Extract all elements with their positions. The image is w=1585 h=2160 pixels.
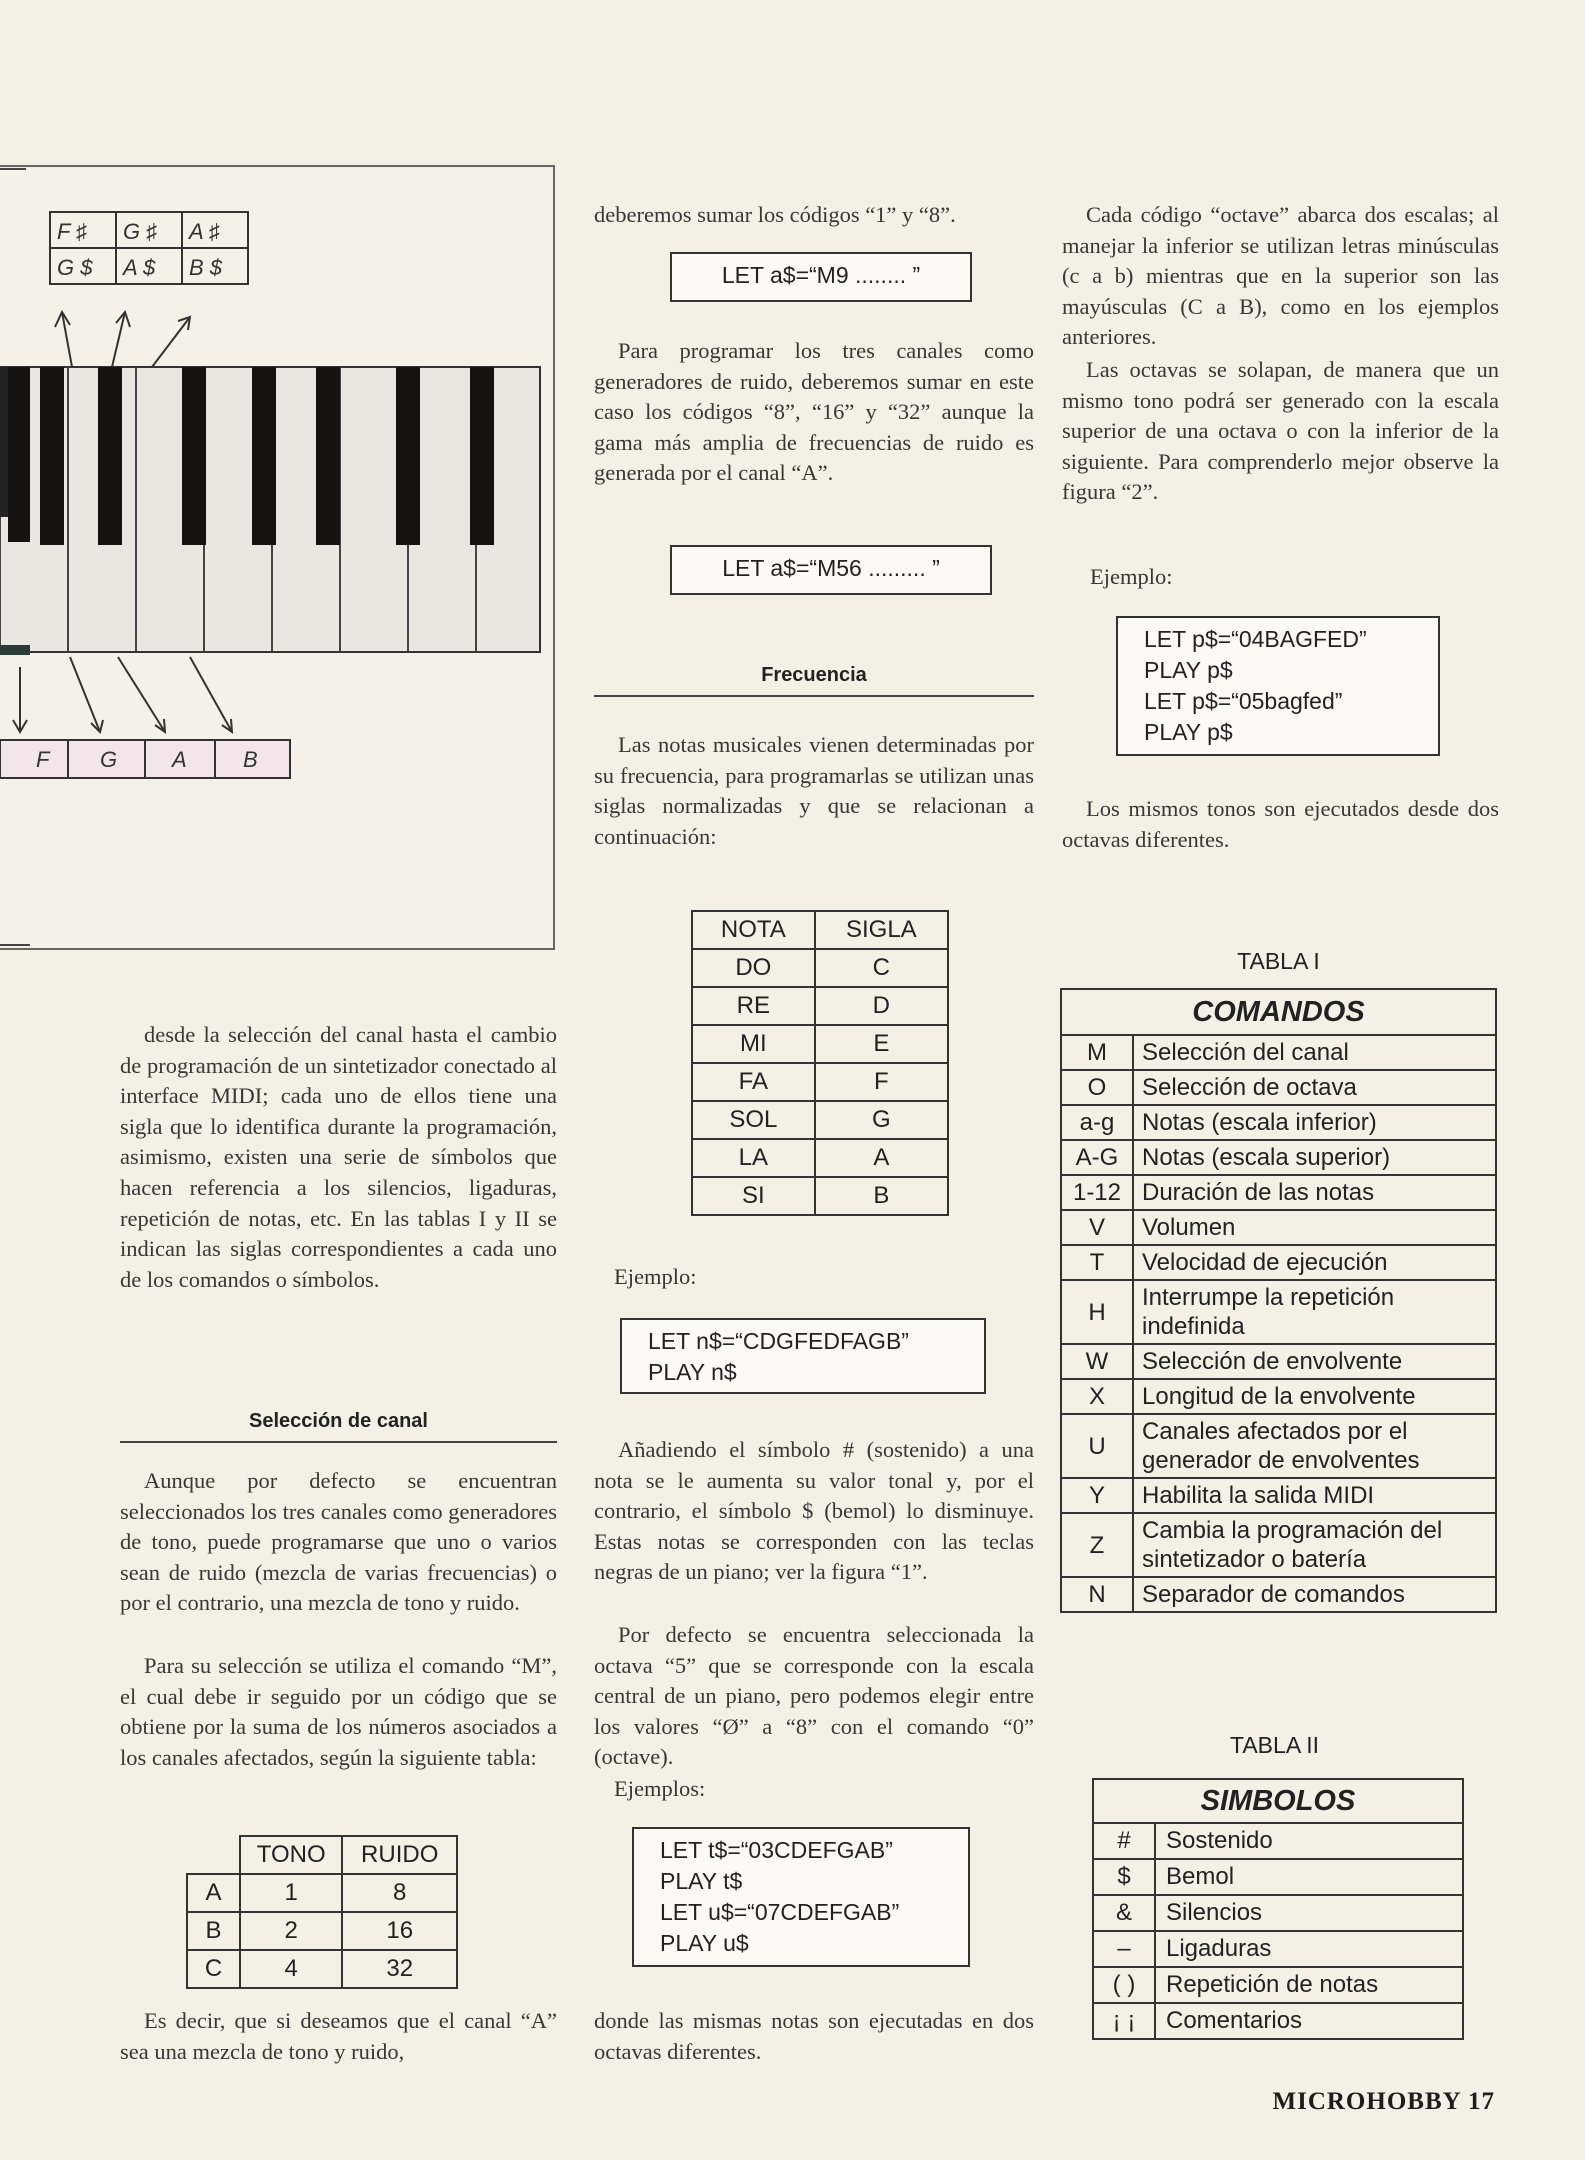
canal-cell: C bbox=[187, 1950, 240, 1988]
notes-cell: D bbox=[815, 987, 948, 1025]
notes-cell: C bbox=[815, 949, 948, 987]
notes-cell: SI bbox=[692, 1177, 815, 1215]
command-key: U bbox=[1061, 1414, 1133, 1478]
command-key: A-G bbox=[1061, 1140, 1133, 1175]
command-desc: Duración de las notas bbox=[1133, 1175, 1496, 1210]
sharp-label: G ♯ bbox=[123, 219, 158, 244]
code-block-m56: LET a$=“M56 ......... ” bbox=[670, 545, 992, 595]
sharp-label: A ♯ bbox=[189, 219, 220, 244]
notes-cell: G bbox=[815, 1101, 948, 1139]
command-desc: Volumen bbox=[1133, 1210, 1496, 1245]
symbol-desc: Ligaduras bbox=[1155, 1931, 1463, 1967]
col1-paragraph-3: Para su selección se utiliza el comando “M”, el cual debe ir seguido por un código que se obtiene por la suma de los números asociados a los canales afectados, según la siguiente tabla: bbox=[120, 1653, 557, 1770]
command-key: a-g bbox=[1061, 1105, 1133, 1140]
flat-label: B $ bbox=[189, 255, 223, 280]
col3-example-label: Ejemplo: bbox=[1090, 564, 1173, 589]
col3-paragraph-1: Cada código “octave” abarca dos escalas; al manejar la inferior se utilizan letras minúsculas (c a b) mientras que en la superior son las mayúsculas (C a B), como en los ejemplos anteriores. bbox=[1062, 202, 1499, 350]
command-desc: Habilita la salida MIDI bbox=[1133, 1478, 1496, 1513]
notes-table bbox=[691, 910, 949, 1216]
notes-cell: LA bbox=[692, 1139, 815, 1177]
command-key: 1-12 bbox=[1061, 1175, 1133, 1210]
command-desc: Notas (escala superior) bbox=[1133, 1140, 1496, 1175]
command-desc: Longitud de la envolvente bbox=[1133, 1379, 1496, 1414]
notes-header-nota: NOTA bbox=[692, 911, 815, 949]
col2-paragraph-3: Las notas musicales vienen determinadas por su frecuencia, para programarlas se utilizan unas siglas normalizadas y que se relacionan a continuación: bbox=[594, 732, 1034, 849]
arrows-bottom bbox=[13, 657, 232, 732]
command-key: M bbox=[1061, 1035, 1133, 1070]
symbol-desc: Bemol bbox=[1155, 1859, 1463, 1895]
col3-paragraph-3: Los mismos tonos son ejecutados desde dos octavas diferentes. bbox=[1062, 796, 1499, 852]
command-desc: Selección de octava bbox=[1133, 1070, 1496, 1105]
white-key-label: A bbox=[172, 747, 187, 772]
command-desc: Cambia la programación del sintetizador o batería bbox=[1133, 1513, 1496, 1577]
notes-cell: F bbox=[815, 1063, 948, 1101]
canal-table bbox=[186, 1835, 458, 1989]
command-desc: Selección de envolvente bbox=[1133, 1344, 1496, 1379]
command-key: Y bbox=[1061, 1478, 1133, 1513]
notes-cell: A bbox=[815, 1139, 948, 1177]
command-key: X bbox=[1061, 1379, 1133, 1414]
tabla-2-label: TABLA II bbox=[1230, 1732, 1320, 1758]
notes-cell: E bbox=[815, 1025, 948, 1063]
symbol-desc: Silencios bbox=[1155, 1895, 1463, 1931]
col2-paragraph-2: Para programar los tres canales como generadores de ruido, deberemos sumar en este caso los códigos “8”, “16” y “32” aunque la gama más amplia de frecuencias de ruido es generada por el canal “A”. bbox=[594, 338, 1034, 486]
command-key: W bbox=[1061, 1344, 1133, 1379]
command-key: V bbox=[1061, 1210, 1133, 1245]
code-block-m9: LET a$=“M9 ........ ” bbox=[670, 252, 972, 302]
col3-paragraph-2: Las octavas se solapan, de manera que un mismo tono podrá ser generado con la escala superior de una octava o con la inferior de la siguiente. Para comprenderlo mejor observe la figura “2”. bbox=[1062, 357, 1499, 505]
notes-cell: MI bbox=[692, 1025, 815, 1063]
canal-cell: 1 bbox=[240, 1874, 342, 1912]
commands-table bbox=[1060, 988, 1497, 1613]
command-key: O bbox=[1061, 1070, 1133, 1105]
col1-paragraph-2: Aunque por defecto se encuentran seleccionados los tres canales como generadores de tono, puede programarse que uno o varios sean de ruido (mezcla de varias frecuencias) o por el contrario, una mezcla de tono y ruido. bbox=[120, 1468, 557, 1616]
notes-cell: DO bbox=[692, 949, 815, 987]
code-block-n: LET n$=“CDGFEDFAGB” PLAY n$ bbox=[620, 1318, 986, 1394]
flat-label: A $ bbox=[123, 255, 156, 280]
command-desc: Velocidad de ejecución bbox=[1133, 1245, 1496, 1280]
command-key: T bbox=[1061, 1245, 1133, 1280]
code-block-p: LET p$=“04BAGFED” PLAY p$ LET p$=“05bagfed” PLAY p$ bbox=[1116, 616, 1440, 756]
col2-paragraph-6: donde las mismas notas son ejecutadas en dos octavas diferentes. bbox=[594, 2008, 1034, 2064]
command-desc: Canales afectados por el generador de envolventes bbox=[1133, 1414, 1496, 1478]
symbol-key: ( ) bbox=[1093, 1967, 1155, 2003]
tabla-1-label: TABLA I bbox=[1237, 948, 1320, 974]
page-footer: MICROHOBBY 17 bbox=[1272, 2088, 1495, 2115]
canal-header-ruido: RUIDO bbox=[342, 1836, 457, 1874]
command-key: H bbox=[1061, 1280, 1133, 1344]
arrows-top bbox=[55, 312, 190, 367]
white-key-label: G bbox=[100, 747, 118, 772]
commands-title: COMANDOS bbox=[1061, 989, 1496, 1035]
command-key: Z bbox=[1061, 1513, 1133, 1577]
keyboard-figure bbox=[0, 165, 555, 950]
notes-cell: RE bbox=[692, 987, 815, 1025]
flat-label: G $ bbox=[57, 255, 93, 280]
sharp-label: F ♯ bbox=[57, 219, 88, 244]
canal-cell: 4 bbox=[240, 1950, 342, 1988]
symbol-desc: Comentarios bbox=[1155, 2003, 1463, 2039]
symbol-key: # bbox=[1093, 1823, 1155, 1859]
symbol-desc: Repetición de notas bbox=[1155, 1967, 1463, 2003]
notes-cell: FA bbox=[692, 1063, 815, 1101]
canal-cell: 16 bbox=[342, 1912, 457, 1950]
notes-header-sigla: SIGLA bbox=[815, 911, 948, 949]
keyboard-drawing bbox=[0, 167, 553, 948]
section-title-frecuencia: Frecuencia bbox=[594, 664, 1034, 697]
col1-paragraph-4: Es decir, que si deseamos que el canal “A” sea una mezcla de tono y ruido, bbox=[120, 2008, 557, 2064]
symbol-key: – bbox=[1093, 1931, 1155, 1967]
col1-paragraph-1: desde la selección del canal hasta el cambio de programación de un sintetizador conectado al interface MIDI; cada uno de ellos tiene una sigla que lo identifica durante la programación, asimismo, existen una serie de símbolos que hacen referencia a los silencios, ligaduras, repetición de notas, etc. En las tablas I y II se indican las siglas correspondientes a cada uno de los comandos o símbolos. bbox=[120, 1022, 557, 1292]
command-desc: Separador de comandos bbox=[1133, 1577, 1496, 1612]
canal-header-tono: TONO bbox=[240, 1836, 342, 1874]
command-desc: Selección del canal bbox=[1133, 1035, 1496, 1070]
canal-header-empty bbox=[187, 1836, 240, 1874]
canal-cell: 2 bbox=[240, 1912, 342, 1950]
section-title-seleccion-canal: Selección de canal bbox=[120, 1410, 557, 1443]
margin-mark bbox=[0, 944, 30, 946]
symbol-key: $ bbox=[1093, 1859, 1155, 1895]
symbol-key: ¡ ¡ bbox=[1093, 2003, 1155, 2039]
col2-example-label: Ejemplo: bbox=[614, 1264, 697, 1289]
col2-paragraph-4: Añadiendo el símbolo # (sostenido) a una nota se le aumenta su valor tonal y, por el contrario, el símbolo $ (bemol) lo disminuye. Estas notas se corresponden con las teclas negras de un piano; ver la figura “1”. bbox=[594, 1437, 1034, 1585]
white-key-label: B bbox=[243, 747, 258, 772]
command-desc: Interrumpe la repetición indefinida bbox=[1133, 1280, 1496, 1344]
col2-paragraph-5: Por defecto se encuentra seleccionada la octava “5” que se corresponde con la escala central de un piano, pero podemos elegir entre los valores “Ø” a “8” con el comando “0” (octave). bbox=[594, 1622, 1034, 1770]
canal-cell: A bbox=[187, 1874, 240, 1912]
notes-cell: B bbox=[815, 1177, 948, 1215]
command-key: N bbox=[1061, 1577, 1133, 1612]
symbols-title: SIMBOLOS bbox=[1093, 1779, 1463, 1823]
symbols-table bbox=[1092, 1778, 1464, 2040]
symbol-key: & bbox=[1093, 1895, 1155, 1931]
white-key-label: F bbox=[36, 747, 50, 772]
command-desc: Notas (escala inferior) bbox=[1133, 1105, 1496, 1140]
canal-cell: 8 bbox=[342, 1874, 457, 1912]
canal-cell: B bbox=[187, 1912, 240, 1950]
code-block-t-u: LET t$=“03CDEFGAB” PLAY t$ LET u$=“07CDEFGAB” PLAY u$ bbox=[632, 1827, 970, 1967]
col2-examples-label: Ejemplos: bbox=[614, 1776, 706, 1801]
margin-mark bbox=[0, 168, 26, 170]
symbol-desc: Sostenido bbox=[1155, 1823, 1463, 1859]
canal-cell: 32 bbox=[342, 1950, 457, 1988]
col2-paragraph-1: deberemos sumar los códigos “1” y “8”. bbox=[594, 202, 956, 227]
notes-cell: SOL bbox=[692, 1101, 815, 1139]
